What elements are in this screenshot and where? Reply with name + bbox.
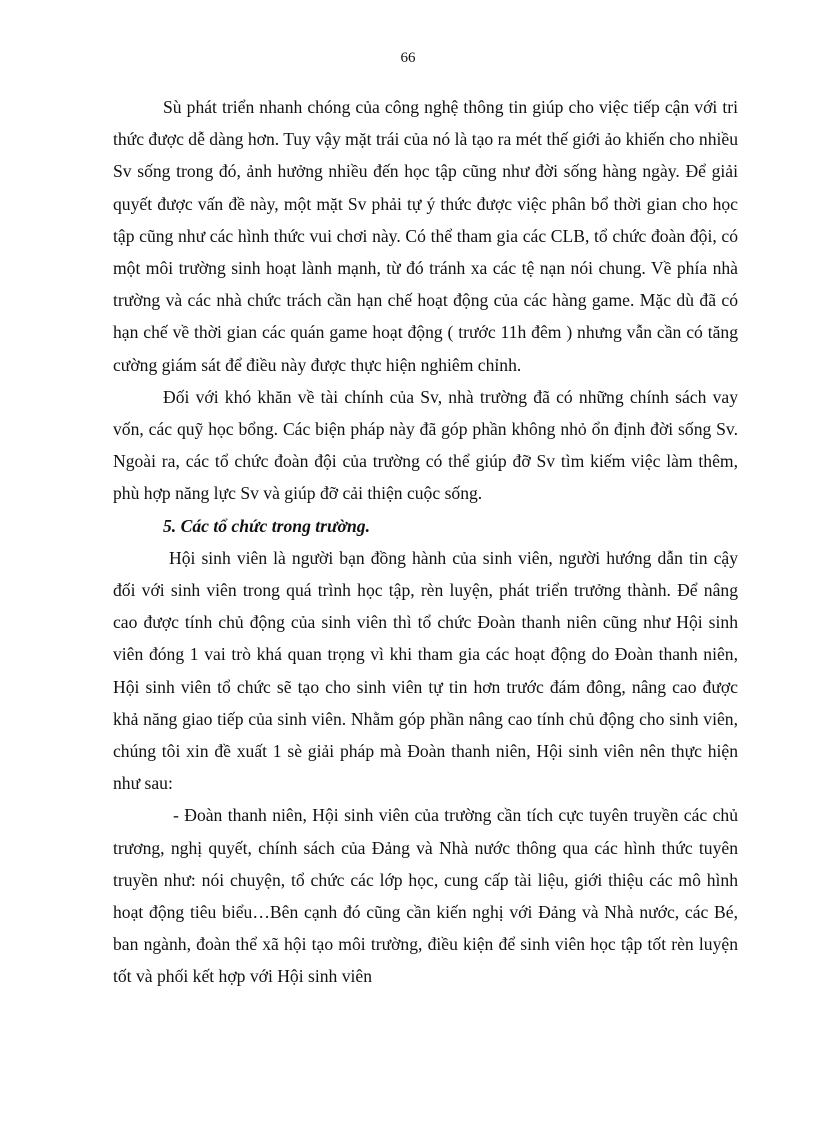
- section-heading: 5. Các tổ chức trong trường.: [163, 515, 370, 536]
- paragraph-finance: Đối với khó khăn về tài chính của Sv, nhà trường đã có những chính sách vay vốn, các quỹ học bổng. Các biện pháp này đã góp phần không nhỏ ổn định đời sống Sv. Ngoài ra, các tổ chức đoàn đội của trường có thể giúp đỡ Sv tìm kiếm việc làm thêm, phù hợp năng lực Sv và giúp đỡ cải thiện cuộc sống.: [113, 386, 738, 504]
- paragraph-student-union: Hội sinh viên là người bạn đồng hành của sinh viên, người hướng dẫn tin cậy đối với sinh viên trong quá trình học tập, rèn luyện, phát triển trưởng thành. Để nâng cao được tính chủ động của sinh viên thì tổ chức Đoàn thanh niên cũng như Hội sinh viên đóng 1 vai trò khá quan trọng vì khi tham gia các hoạt động do Đoàn thanh niên, Hội sinh viên tổ chức sẽ tạo cho sinh viên tự tin hơn trước đám đông, nâng cao được khả năng giao tiếp của sinh viên. Nhằm góp phần nâng cao tính chủ động cho sinh viên, chúng tôi xin đề xuất 1 sè giải pháp mà Đoàn thanh niên, Hội sinh viên nên thực hiện như sau:: [113, 547, 738, 794]
- paragraph-technology: Sù phát triển nhanh chóng của công nghệ thông tin giúp cho việc tiếp cận với tri thức được dễ dàng hơn. Tuy vậy mặt trái của nó là tạo ra mét thế giới ảo khiến cho nhiều Sv sống trong đó, ảnh hưởng nhiều đến học tập cũng như đời sống hàng ngày. Để giải quyết được vấn đề này, một mặt Sv phải tự ý thức được việc phân bổ thời gian cho học tập cũng như các hình thức vui chơi này. Có thể tham gia các CLB, tổ chức đoàn đội, có một môi trường sinh hoạt lành mạnh, từ đó tránh xa các tệ nạn nói chung. Về phía nhà trường và các nhà chức trách cần hạn chế hoạt động của các hàng game. Mặc dù đã có hạn chế về thời gian các quán game hoạt động ( trước 11h đêm ) nhưng vẫn cần có tăng cường giám sát để điều này được thực hiện nghiêm chỉnh.: [113, 97, 738, 375]
- page-number: 66: [400, 50, 416, 66]
- paragraph-youth-union-proposal: - Đoàn thanh niên, Hội sinh viên của trường cần tích cực tuyên truyền các chủ trương, nghị quyết, chính sách của Đảng và Nhà nước thông qua các hình thức tuyên truyền như: nói chuyện, tổ chức các lớp học, cung cấp tài liệu, giới thiệu các mô hình hoạt động tiêu biểu…Bên cạnh đó cũng cần kiến nghị với Đảng và Nhà nước, các Bé, ban ngành, đoàn thể xã hội tạo môi trường, điều kiện để sinh viên học tập tốt rèn luyện tốt và phối kết hợp với Hội sinh viên: [113, 805, 738, 987]
- document-body: [113, 91, 738, 993]
